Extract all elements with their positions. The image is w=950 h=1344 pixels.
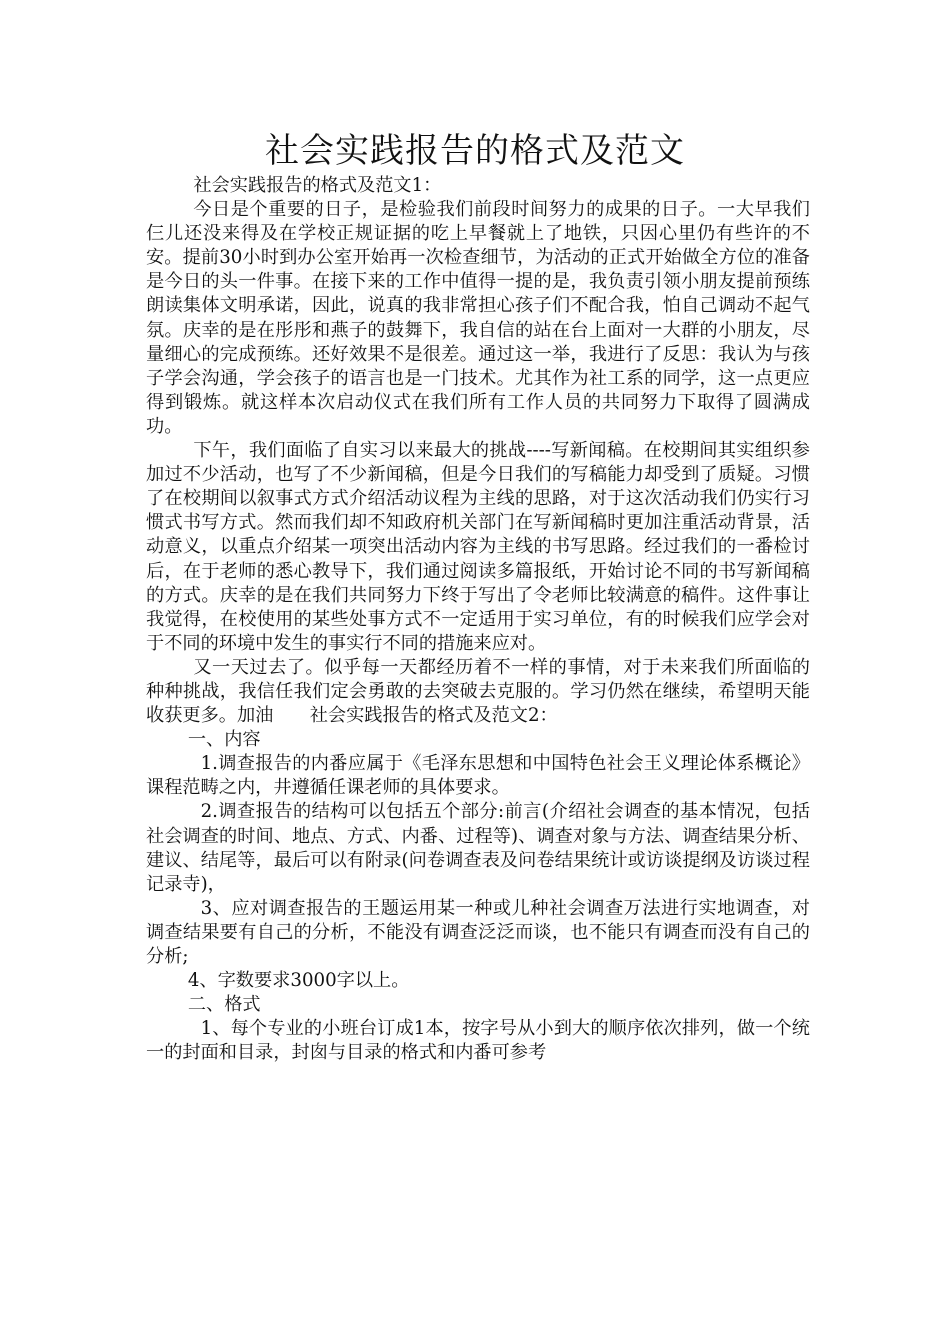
list-item: 3、应对调查报告的王题运用某一种或儿种社会调查万法进行实地调查，对调查结果要有自己的分析，不能没有调查泛泛而谈，也不能只有调查而没有自己的分析;	[146, 897, 810, 967]
list-item: 2.调查报告的结构可以包括五个部分:前言(介绍社会调查的基本情况，包括社会调查的时间、地点、方式、内番、过程等)、调查对象与方法、调查结果分析、建议、结尾等，最后可以有附录(问卷调查表及问卷结果统计或访谈提纲及访谈过程记录寺)，	[146, 801, 810, 895]
list-item: 4、字数要求3000字以上。	[187, 970, 410, 992]
section-intro-line: 社会实践报告的格式及范文1：	[193, 175, 442, 196]
list-item: 1.调查报告的内番应属于《毛泽东思想和中国特色社会王义理论体系概论》课程范畴之内，井遵循任课老师的具体要求。	[146, 753, 810, 799]
list-item: 1、每个专业的小班台订成1本，按字号从小到大的顺序依次排列，做一个统一的封面和目录，封囱与目录的格式和内番可参考	[146, 1018, 810, 1064]
body-paragraph: 下午，我们面临了自实习以来最大的挑战----写新闻稿。在校期间其实组织参加过不少活动，也写了不少新闻稿，但是今日我们的写稿能力却受到了质疑。习惯了在校期间以叙事式方式介绍活动议程为主线的思路，对于这次活动我们仍实行习惯式书写方式。然而我们却不知政府机关部门在写新闻稿时更加注重活动背景，活动意义，以重点介绍某一项突出活动内容为主线的书写思路。经过我们的一番检讨后，在于老师的悉心教导下，我们通过阅读多篇报纸，开始讨论不同的书写新闻稿的方式。庆幸的是在我们共同努力下终于写出了令老师比较满意的稿件。这件事让我觉得，在校使用的某些处事方式不一定适用于实习单位，有的时候我们应学会对于不同的环境中发生的事实行不同的措施来应对。	[146, 440, 810, 654]
body-paragraph: 今日是个重要的日子，是检验我们前段时间努力的成果的日子。一大早我们仨儿还没来得及在学校正规证据的吃上早餐就上了地铁，只因心里仍有些许的不安。提前30小时到办公室开始再一次检查细节，为活动的正式开始做全方位的准备是今日的头一件事。在接下来的工作中值得一提的是，我负责引领小朋友提前预练朗读集体文明承诺，因此，说真的我非常担心孩子们不配合我，怕自己调动不起气氛。庆幸的是在彤彤和燕子的鼓舞下，我自信的站在台上面对一大群的小朋友，尽量细心的完成预练。还好效果不是很差。通过这一举，我进行了反思：我认为与孩子学会沟通，学会孩子的语言也是一门技术。尤其作为社工系的同学，这一点更应得到锻炼。就这样本次启动仪式在我们所有工作人员的共同努力下取得了圆满成功。	[146, 199, 810, 437]
document-title: 社会实践报告的格式及范文	[265, 131, 685, 171]
section-heading: 一、内容	[187, 729, 261, 751]
document-body	[146, 174, 810, 1065]
body-paragraph: 又一天过去了。似乎每一天都经历着不一样的事情，对于未来我们所面临的种种挑战，我信任我们定会勇敢的去突破去克服的。学习仍然在继续，希望明天能收获更多。加油 社会实践报告的格式及范文2：	[146, 656, 810, 727]
section-heading: 二、格式	[187, 994, 261, 1016]
